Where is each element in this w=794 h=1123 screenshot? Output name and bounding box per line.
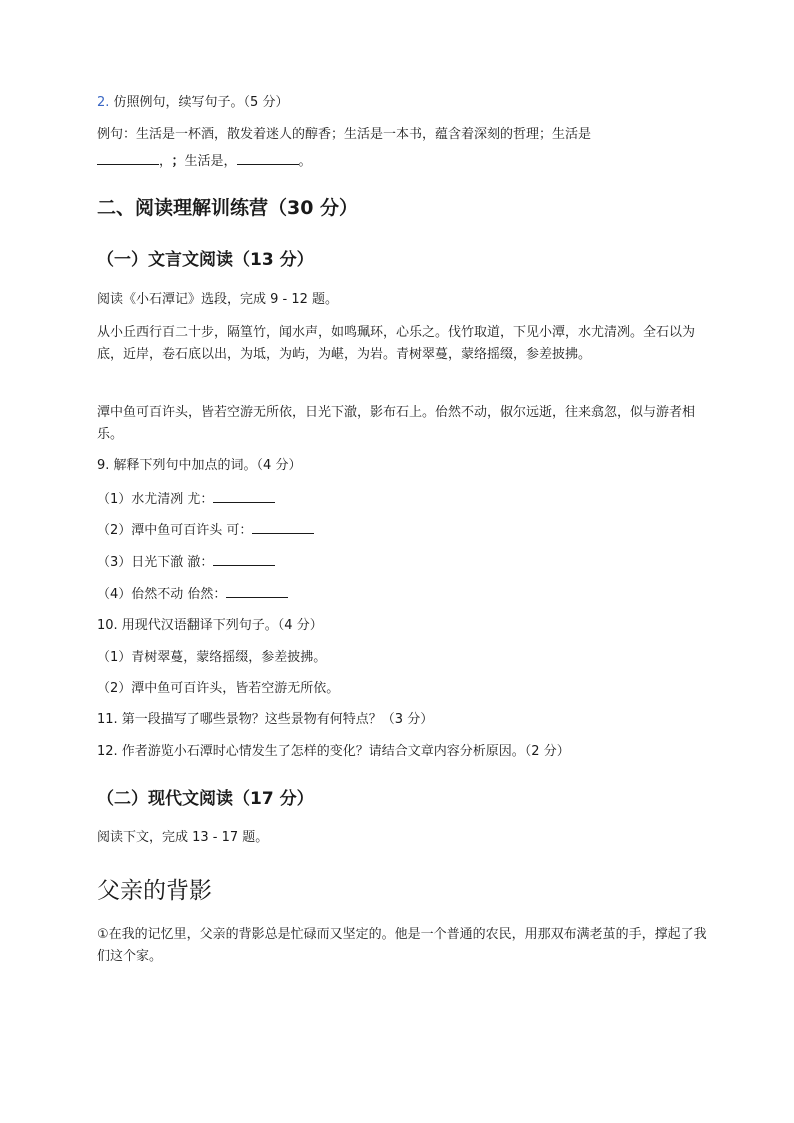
article-paragraph-1: ①在我的记忆里，父亲的背影总是忙碌而又坚定的。他是一个普通的农民，用那双布满老茧的手，撑起了我们这个家。 [97,927,707,964]
section-heading: 二、阅读理解训练营（30 分） [97,197,359,219]
question-9-item [97,583,707,606]
question-11: 11. 第一段描写了哪些景物？这些景物有何特点？（3 分） [97,712,434,727]
question-2-text: 仿照例句，续写句子。（5 分） [109,95,289,110]
classical-text-paragraph-1: 从小丘西行百二十步，隔篁竹，闻水声，如鸣珮环，心乐之。伐竹取道，下见小潭，水尤清冽。全石以为底，近岸，卷石底以出，为坻，为屿，为嵁，为岩。青树翠蔓，蒙络摇缀，参差披拂。 [97,325,696,362]
question-9-item [97,519,707,542]
answer-blank[interactable] [252,519,314,534]
subsection-heading-classical: （一）文言文阅读（13 分） [97,250,314,270]
answer-blank[interactable] [237,150,299,165]
answer-blank[interactable] [213,551,275,566]
answer-blank[interactable] [97,150,159,165]
continuation-text: 生活是， [184,154,237,169]
question-12: 12. 作者游览小石潭时心情发生了怎样的变化？请结合文章内容分析原因。（2 分） [97,744,570,759]
question-9-item [97,551,707,574]
question-2-number: 2. [97,95,110,110]
answer-blank[interactable] [226,583,288,598]
period-text: 。 [298,154,312,169]
question-9-item-text: （1）水尤清冽 尤： [97,492,214,507]
question-9-item [97,488,707,511]
question-10-item: （2）潭中鱼可百许头，皆若空游无所依。 [97,681,340,696]
comma-text: ， [159,154,166,169]
question-9: 9. 解释下列句中加点的词。（4 分） [97,458,302,473]
question-10: 10. 用现代汉语翻译下列句子。（4 分） [97,618,323,633]
question-9-item-text: （3）日光下澈 澈： [97,555,214,570]
answer-blank[interactable] [213,488,275,503]
question-2 [97,92,707,114]
question-9-item-text: （2）潭中鱼可百许头 可： [97,523,253,538]
question-2-example-line-2 [97,150,707,173]
reading-instruction: 阅读《小石潭记》选段，完成 9 - 12 题。 [97,292,339,307]
question-10-item: （1）青树翠蔓，蒙络摇缀，参差披拂。 [97,650,327,665]
classical-text-paragraph-2: 潭中鱼可百许头，皆若空游无所依，日光下澈，影布石上。佁然不动，俶尔远逝，往来翕忽，似与游者相乐。 [97,405,696,442]
question-9-item-text: （4）佁然不动 佁然： [97,587,227,602]
subsection-heading-modern: （二）现代文阅读（17 分） [97,789,314,809]
question-2-example-line-1: 例句：生活是一杯酒，散发着迷人的醇香；生活是一本书，蕴含着深刻的哲理；生活是 [97,127,592,142]
reading-instruction: 阅读下文，完成 13 - 17 题。 [97,830,269,845]
semicolon-mark: ； [171,154,185,169]
article-title: 父亲的背影 [97,878,212,904]
